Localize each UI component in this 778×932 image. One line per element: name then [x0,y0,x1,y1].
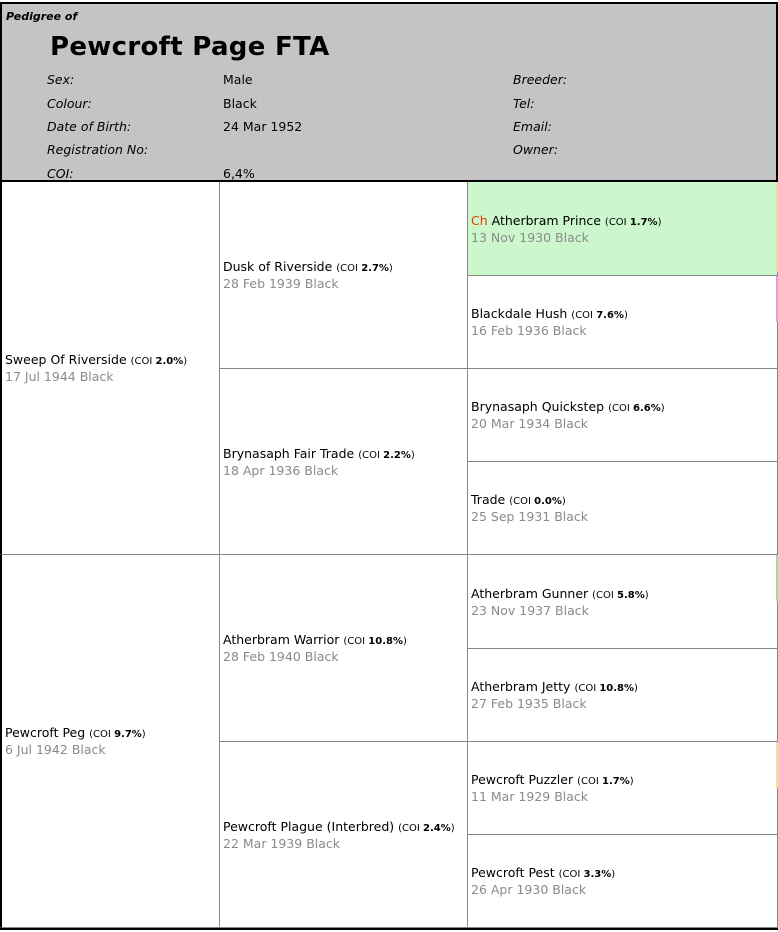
great-grandparent-info: 16 Feb 1936 Black [471,323,587,338]
sire-info: 17 Jul 1944 Black [5,369,114,384]
great-grandparent-cell[interactable] [468,649,778,742]
great-grandparent-name[interactable]: Brynasaph Quickstep [471,399,605,414]
dam-info: 6 Jul 1942 Black [5,742,106,757]
great-grandparent-info: 26 Apr 1930 Black [471,882,587,897]
grandparent-info: 28 Feb 1940 Black [223,649,339,664]
grandparent-name[interactable]: Pewcroft Plague (Interbred) [223,818,395,834]
grandparent-coi: (COI 2.4%) [398,822,455,834]
great-grandparent-info: 25 Sep 1931 Black [471,509,589,524]
grandparent-info: 28 Feb 1939 Black [223,276,339,291]
grandparent-coi: (COI 2.7%) [336,263,393,274]
grandparent-name[interactable]: Brynasaph Fair Trade [223,445,355,461]
grandparent-cell[interactable] [220,369,468,555]
email-label: Email: [513,119,552,134]
tel-label: Tel: [513,96,535,111]
great-grandparent-name[interactable]: Pewcroft Puzzler [471,772,574,787]
champion-title: Ch [471,212,488,228]
dam-cell[interactable] [0,555,220,928]
sex-value: Male [223,72,253,87]
owner-label: Owner: [513,142,559,157]
great-grandparent-name[interactable]: Trade [471,492,506,507]
grandparent-info: 22 Mar 1939 Black [223,835,341,851]
great-grandparent-cell[interactable] [468,555,778,649]
coi-label: COI: [47,166,74,181]
sire-cell[interactable] [0,182,220,555]
bottom-border [0,928,778,930]
great-grandparent-name[interactable]: Atherbram Jetty [471,679,571,694]
great-grandparent-info: 23 Nov 1937 Black [471,602,589,618]
grandparent-cell[interactable] [220,182,468,369]
great-grandparent-name[interactable]: Pewcroft Pest [471,865,555,880]
grandparent-cell[interactable] [220,742,468,928]
great-grandparent-coi: (COI 6.6%) [608,403,665,414]
sire-name[interactable]: Sweep Of Riverside [5,352,127,367]
great-grandparent-coi: (COI 7.6%) [571,310,628,321]
sex-label: Sex: [47,72,75,87]
grandparent-info: 18 Apr 1936 Black [223,462,339,478]
great-grandparent-coi: (COI 5.8%) [592,589,649,601]
breeder-label: Breeder: [513,72,568,87]
pedigree-of-label: Pedigree of [6,10,78,23]
grandparent-coi: (COI 10.8%) [343,636,407,647]
great-grandparent-cell[interactable] [468,462,778,555]
colour-value: Black [223,96,257,111]
great-grandparent-info: 11 Mar 1929 Black [471,789,589,804]
great-grandparent-cell[interactable] [468,742,778,835]
grandparent-coi: (COI 2.2%) [358,449,415,461]
great-grandparent-info: 27 Feb 1935 Black [471,696,587,711]
pedigree-header [0,2,778,182]
registration-label: Registration No: [47,142,149,157]
great-grandparent-coi: (COI 0.0%) [509,496,566,507]
dog-name: Pewcroft Page FTA [50,32,330,62]
great-grandparent-name[interactable]: Atherbram Gunner [471,585,589,601]
great-grandparent-coi: (COI 10.8%) [574,683,638,694]
great-grandparent-coi: (COI 1.7%) [577,776,634,787]
great-grandparent-cell[interactable] [468,835,778,928]
dam-coi: (COI 9.7%) [89,729,146,740]
great-grandparent-cell[interactable] [468,369,778,462]
grandparent-name[interactable]: Atherbram Warrior [223,632,340,647]
great-grandparent-cell[interactable] [468,182,778,276]
grandparent-cell[interactable] [220,555,468,742]
great-grandparent-info: 20 Mar 1934 Black [471,416,589,431]
dam-name[interactable]: Pewcroft Peg [5,725,86,740]
dob-value: 24 Mar 1952 [223,119,303,134]
grandparent-name[interactable]: Dusk of Riverside [223,259,333,274]
great-grandparent-cell[interactable] [468,276,778,369]
sire-coi: (COI 2.0%) [130,356,188,367]
great-grandparent-coi: (COI 1.7%) [604,216,662,228]
great-grandparent-info: 13 Nov 1930 Black [471,229,589,245]
great-grandparent-coi: (COI 3.3%) [558,869,616,880]
pedigree-tree [0,182,778,928]
colour-label: Colour: [47,96,92,111]
great-grandparent-name[interactable]: Blackdale Hush [471,306,568,321]
dob-label: Date of Birth: [47,119,132,134]
coi-value: 6,4% [223,166,255,181]
great-grandparent-name[interactable]: Atherbram Prince [491,212,601,228]
